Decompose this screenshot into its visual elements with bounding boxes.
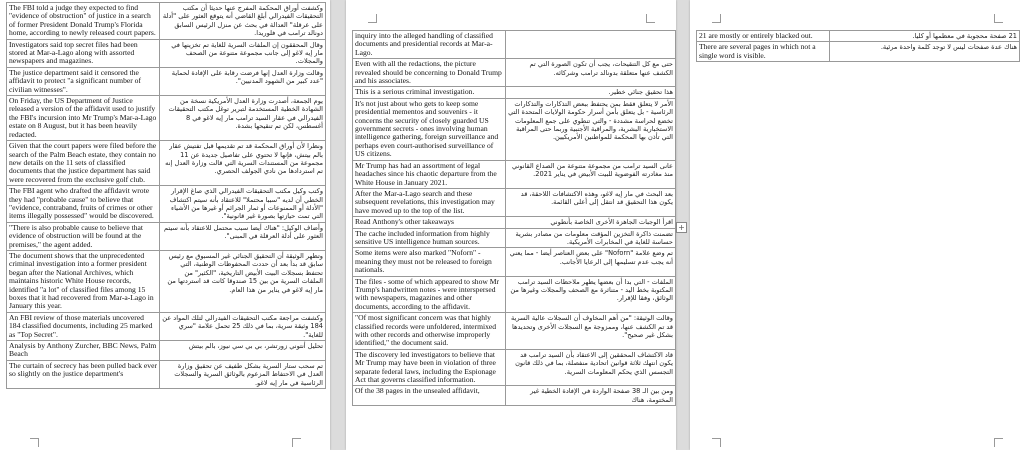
table-row bbox=[7, 141, 326, 186]
arabic-cell[interactable]: يوم الجمعة، أصدرت وزارة العدل الأمريكية نسخة من الشهادة الخطية المستخدمة لتبرير توغل مكتب التحقيقات الفيدرالي في عقار السيد ترامب مار إيه لاغو في 8 أغسطس، لكن تم تنقيحها بشدة. bbox=[160, 96, 326, 141]
english-cell[interactable]: Mr Trump has had an assortment of legal headaches since his chaotic departure from the White House in January 2021. bbox=[353, 160, 506, 188]
table-row bbox=[7, 341, 326, 361]
table-row bbox=[7, 360, 326, 388]
english-cell[interactable]: Even with all the redactions, the picture revealed should be concerning to Donald Trump and his associates. bbox=[353, 59, 506, 87]
translation-table bbox=[6, 2, 326, 389]
margin-corner-mark bbox=[994, 438, 1003, 447]
english-cell[interactable]: The document shows that the unprecedented criminal investigation into a former president began after the National Archives, which maintains historic White House records, identified "a lot" of classified files among 15 boxes that it had recovered from Mar-a-Lago in January this year. bbox=[7, 250, 160, 312]
arabic-cell[interactable]: بعد البحث في مار إيه لاغو، وهذه الاكتشافات اللاحقة، قد يكون هذا التحقيق قد انتقل إلى أعلى القائمة. bbox=[506, 188, 676, 216]
table-row bbox=[353, 59, 676, 87]
arabic-cell[interactable]: عانى السيد ترامب من مجموعة متنوعة من الصداع القانوني منذ مغادرته الفوضوية للبيت الأبيض في يناير 2021. bbox=[506, 160, 676, 188]
arabic-cell[interactable]: 21 صفحة محجوبة في معظمها أو كليا. bbox=[830, 31, 1020, 42]
arabic-cell[interactable]: تم وضع علامة "Noforn" على بعض العناصر أيضا - مما يعني أنه يجب عدم تسليمها إلى الرعايا الأجانب. bbox=[506, 248, 676, 276]
table-row bbox=[353, 87, 676, 98]
english-cell[interactable]: The FBI told a judge they expected to find "evidence of obstruction" of justice in a search of former President Donald Trump's Florida home, according to newly released court papers. bbox=[7, 3, 160, 40]
document-page-2 bbox=[346, 0, 676, 450]
margin-corner-mark bbox=[368, 14, 377, 23]
table-row bbox=[7, 39, 326, 67]
english-cell[interactable]: Of the 38 pages in the unsealed affidavit, bbox=[353, 386, 506, 406]
margin-corner-mark bbox=[646, 14, 655, 23]
table-row bbox=[697, 31, 1020, 42]
arabic-cell[interactable]: الملفات - التي بدا أن بعضها يظهر ملاحظات السيد ترامب المكتوبة بخط اليد - متناثرة مع الصحف والمجلات وغيرها من الوثائق، وفقا للإقرار. bbox=[506, 276, 676, 313]
arabic-cell[interactable] bbox=[506, 31, 676, 59]
english-cell[interactable]: After the Mar-a-Lago search and these subsequent revelations, this investigation may have moved up to the top of the list. bbox=[353, 188, 506, 216]
english-cell[interactable]: On Friday, the US Department of Justice released a version of the affidavit used to justify the FBI's incursion into Mr Trump's Mar-a-Lago estate on 8 August, but it has been heavily redacted. bbox=[7, 96, 160, 141]
document-page-1 bbox=[0, 0, 330, 450]
english-cell[interactable]: The files - some of which appeared to show Mr Trump's handwritten notes - were interspersed with newspapers, magazines and other documents, according to the affidavit. bbox=[353, 276, 506, 313]
english-cell[interactable]: The FBI agent who drafted the affidavit wrote they had "probable cause" to believe that "evidence, contraband, fruits of crimes or other items illegally possessed" would be discovered. bbox=[7, 186, 160, 223]
arabic-cell[interactable]: وقالت الوثيقة: "من أهم المخاوف أن السجلات عالية السرية قد تم الكشف عنها، وممزوجة مع السجلات الأخرى وتحديدها بشكل غير صحيح". bbox=[506, 313, 676, 350]
table-row bbox=[7, 312, 326, 340]
translation-table bbox=[696, 30, 1020, 62]
english-cell[interactable]: Investigators said top secret files had been stored at Mar-a-Lago along with assorted newspapers and magazines. bbox=[7, 39, 160, 67]
arabic-cell[interactable]: وقال المحققون إن الملفات السرية للغاية تم تخزينها في مار إيه لاغو إلى جانب مجموعة متنوعة من الصحف والمجلات. bbox=[160, 39, 326, 67]
margin-corner-mark bbox=[712, 14, 721, 23]
english-cell[interactable]: An FBI review of those materials uncovered 184 classified documents, including 25 marked as "Top Secret". bbox=[7, 312, 160, 340]
table-row bbox=[353, 276, 676, 313]
english-cell[interactable]: This is a serious criminal investigation. bbox=[353, 87, 506, 98]
english-cell[interactable]: "There is also probable cause to believe that evidence of obstruction will be found at the premises," the agent added. bbox=[7, 222, 160, 250]
arabic-cell[interactable]: ونظرا لأن أوراق المحكمة قد تم تقديمها قبل تفتيش عقار بالم بيتش، فإنها لا تحتوي على تفاصيل جديدة عن 11 مجموعة من المستندات السرية التي قالت وزارة العدل إنه تم استردادها من نادي الجولف الحصري. bbox=[160, 141, 326, 186]
table-row bbox=[7, 186, 326, 223]
english-cell[interactable]: Some items were also marked "Noforn" - meaning they must not be released to foreign nationals. bbox=[353, 248, 506, 276]
english-cell[interactable]: The curtain of secrecy has been pulled back ever so slightly on the justice department's bbox=[7, 360, 160, 388]
margin-corner-mark bbox=[292, 438, 301, 447]
english-cell[interactable]: 21 are mostly or entirely blacked out. bbox=[697, 31, 830, 42]
english-cell[interactable]: The justice department said it censored the affidavit to protect "a significant number of civilian witnesses". bbox=[7, 67, 160, 95]
table-row bbox=[353, 313, 676, 350]
table-row bbox=[353, 31, 676, 59]
english-cell[interactable]: It's not just about who gets to keep some presidential mementos and souvenirs - it concerns the security of closely guarded US government secrets - ones involving human intelligence gathering, foreign surveillance and perhaps even court-authorised surveillance of US citizens. bbox=[353, 98, 506, 160]
arabic-cell[interactable]: وأضاف الوكيل: "هناك أيضا سبب محتمل للاعتقاد بأنه سيتم العثور على أدلة العرقلة في المبنى". bbox=[160, 222, 326, 250]
table-move-handle[interactable]: + bbox=[676, 222, 687, 233]
english-cell[interactable]: There are several pages in which not a single word is visible. bbox=[697, 42, 830, 62]
table-row bbox=[353, 248, 676, 276]
arabic-cell[interactable]: وكتب وكيل مكتب التحقيقات الفيدرالي الذي صاغ الإقرار الخطي أن لديه "سببا محتملا" للاعتقاد بأنه سيتم اكتشاف "الأدلة أو الممنوعات أو ثمار الجرائم أو غيرها من الأشياء التي تمت حيازتها بصورة غير قانونية". bbox=[160, 186, 326, 223]
translation-table bbox=[352, 30, 676, 406]
arabic-cell[interactable]: اقرأ الوجبات الجاهزة الأخرى الخاصة بأنطوني bbox=[506, 217, 676, 228]
arabic-cell[interactable]: وكشفت أوراق المحكمة المفرج عنها حديثا أن مكتب التحقيقات الفيدرالي أبلغ القاضي أنه يتوقع العثور على "أدلة على عرقلة" العدالة في بحث عن منزل الرئيس السابق دونالد ترامب في فلوريدا. bbox=[160, 3, 326, 40]
table-row bbox=[353, 349, 676, 386]
english-cell[interactable]: The discovery led investigators to believe that Mr Trump may have been in violation of three separate federal laws, including the Espionage Act that governs classified information. bbox=[353, 349, 506, 386]
english-cell[interactable]: Read Anthony's other takeaways bbox=[353, 217, 506, 228]
table-row bbox=[7, 96, 326, 141]
margin-corner-mark bbox=[994, 14, 1003, 23]
table-row bbox=[7, 250, 326, 312]
arabic-cell[interactable]: ومن بين الـ 38 صفحة الواردة في الإفادة الخطية غير المختومة، هناك bbox=[506, 386, 676, 406]
arabic-cell[interactable]: تضمنت ذاكرة التخزين المؤقت معلومات من مصادر بشرية حساسة للغاية في المخابرات الأمريكية. bbox=[506, 228, 676, 248]
arabic-cell[interactable]: وقالت وزارة العدل إنها فرضت رقابة على الإفادة لحماية "عدد كبير من الشهود المدنيين". bbox=[160, 67, 326, 95]
table-row bbox=[353, 98, 676, 160]
margin-corner-mark bbox=[712, 438, 721, 447]
arabic-cell[interactable]: هذا تحقيق جنائي خطير. bbox=[506, 87, 676, 98]
table-row bbox=[7, 67, 326, 95]
arabic-cell[interactable]: وتظهر الوثيقة أن التحقيق الجنائي غير المسبوق مع رئيس سابق قد بدأ بعد أن حددت المحفوظات الوطنية، التي تحتفظ بسجلات البيت الأبيض التاريخية، "الكثير" من الملفات السرية من بين 15 صندوقا كانت قد استردتها من مار إيه لاغو في يناير من هذا العام. bbox=[160, 250, 326, 312]
english-cell[interactable]: inquiry into the alleged handling of classified documents and presidential records at Mar-a-Lago. bbox=[353, 31, 506, 59]
arabic-cell[interactable]: تحليل أنتوني زورتشر، بي بي سي نيوز، بالم بيتش bbox=[160, 341, 326, 361]
table-row bbox=[353, 228, 676, 248]
table-row bbox=[353, 160, 676, 188]
english-cell[interactable]: Given that the court papers were filed before the search of the Palm Beach estate, they contain no new details on the 11 sets of classified documents that the justice department has said were recovered from the exclusive golf club. bbox=[7, 141, 160, 186]
arabic-cell[interactable]: تم سحب ستار السرية بشكل طفيف عن تحقيق وزارة العدل في الاحتفاظ المزعوم بالوثائق السرية والسجلات الرئاسية في مار إيه لاغو. bbox=[160, 360, 326, 388]
table-row bbox=[353, 217, 676, 228]
table-row bbox=[697, 42, 1020, 62]
table-row bbox=[7, 222, 326, 250]
english-cell[interactable]: "Of most significant concern was that highly classified records were unfoldered, intermixed with other records and otherwise improperly identified," the document said. bbox=[353, 313, 506, 350]
english-cell[interactable]: Analysis by Anthony Zurcher, BBC News, Palm Beach bbox=[7, 341, 160, 361]
arabic-cell[interactable]: قاد الاكتشاف المحققين إلى الاعتقاد بأن السيد ترامب قد يكون انتهك ثلاثة قوانين اتحادية منفصلة، بما في ذلك قانون التجسس الذي يحكم المعلومات السرية. bbox=[506, 349, 676, 386]
arabic-cell[interactable]: هناك عدة صفحات ليس لا توجد كلمة واحدة مرئية. bbox=[830, 42, 1020, 62]
arabic-cell[interactable]: حتى مع كل التنقيحات، يجب أن تكون الصورة التي تم الكشف عنها متعلقة بدونالد ترامب وشركائه. bbox=[506, 59, 676, 87]
arabic-cell[interactable]: الأمر لا يتعلق فقط بمن يحتفظ ببعض التذكارات والتذكارات الرئاسية - بل يتعلق بأمن أسرار حكومة الولايات المتحدة التي تخضع لحراسة مشددة - والتي تنطوي على جمع المعلومات الاستخبارية البشرية، والمراقبة الأجنبية وربما حتى المراقبة التي تأذن بها المحكمة للمواطنين الأمريكيين. bbox=[506, 98, 676, 160]
arabic-cell[interactable]: وكشفت مراجعة مكتب التحقيقات الفيدرالي لتلك المواد عن 184 وثيقة سرية، بما في ذلك 25 تحمل علامة "سري للغاية". bbox=[160, 312, 326, 340]
table-row bbox=[353, 188, 676, 216]
table-row bbox=[353, 386, 676, 406]
margin-corner-mark bbox=[30, 438, 39, 447]
table-row bbox=[7, 3, 326, 40]
document-page-3 bbox=[690, 0, 1024, 450]
english-cell[interactable]: The cache included information from highly sensitive US intelligence human sources. bbox=[353, 228, 506, 248]
